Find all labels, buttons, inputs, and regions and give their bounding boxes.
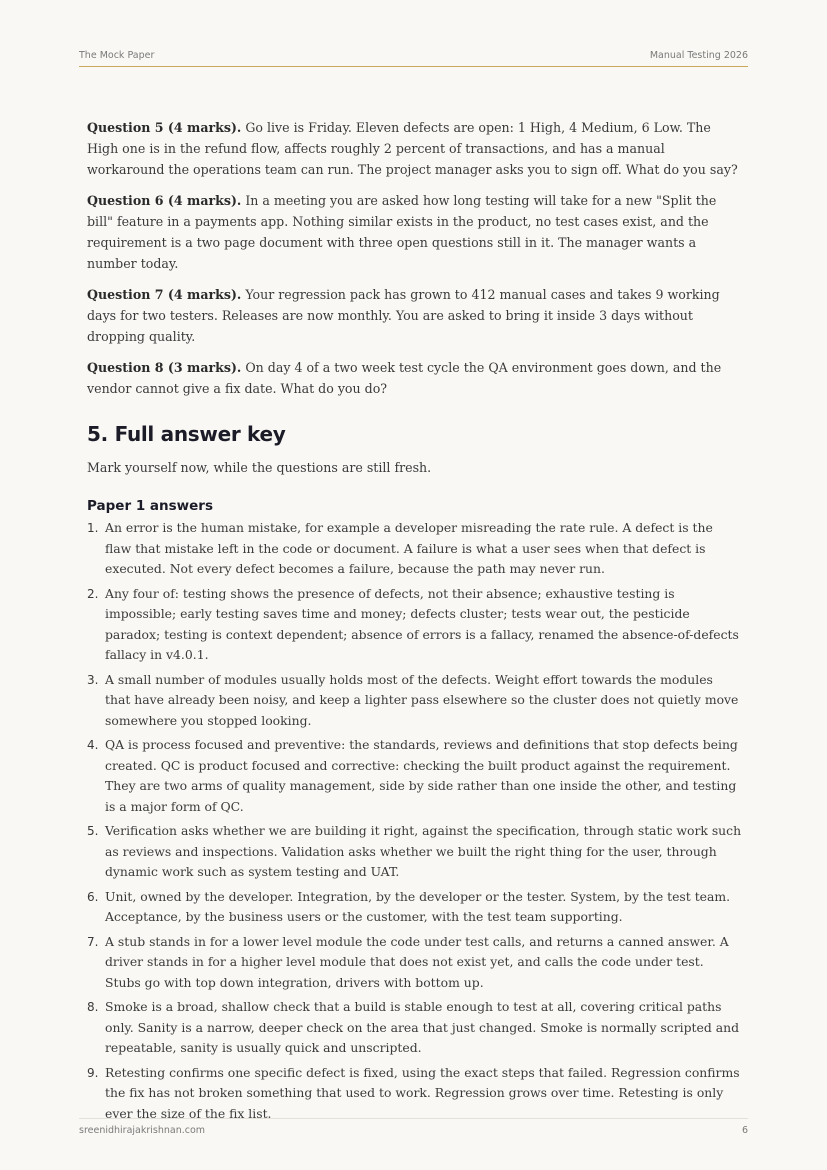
- answer-item: [87, 670, 742, 732]
- answer-text: A stub stands in for a lower level module the code under test calls, and returns a canned answer. A driver stands in for a higher level module that does not exist yet, and calls the code under test. Stubs go with top down integration, drivers with bottom up.: [105, 933, 729, 990]
- page-number: 6: [741, 1125, 748, 1136]
- page-footer: [79, 1118, 748, 1143]
- answer-number: 3.: [87, 672, 99, 687]
- header-title: The Mock Paper: [79, 50, 155, 61]
- question-text: On day 4 of a two week test cycle the QA environment goes down, and the vendor cannot give a fix date. What do you do?: [87, 360, 722, 396]
- answer-number: 5.: [87, 824, 99, 838]
- answer-text: Retesting confirms one specific defect is fixed, using the exact steps that failed. Regression confirms the fix has not broken something that used to work. Regression grows over time. Retesting is only ever the size of the fix list.: [105, 1064, 740, 1121]
- question-text: In a meeting you are asked how long testing will take for a new "Split the bill" feature in a payments app. Nothing similar exists in the product, no test cases exist, and the requirement is a two page document with three open questions still in it. The manager wants a number today.: [87, 193, 717, 271]
- answer-text: A small number of modules usually holds most of the defects. Weight effort towards the modules that have already been noisy, and keep a lighter pass elsewhere so the cluster does not quietly move somewhere you stopped looking.: [105, 671, 739, 728]
- question-5: [87, 117, 742, 180]
- question-label: Question 8 (3 marks).: [87, 360, 242, 375]
- question-label: Question 7 (4 marks).: [87, 287, 242, 302]
- answer-number: 4.: [87, 738, 99, 752]
- answer-item: [87, 821, 742, 883]
- question-8: [87, 357, 742, 399]
- subsection-heading: Paper 1 answers: [87, 498, 213, 514]
- answer-item: [87, 518, 742, 580]
- section-heading: 5. Full answer key: [87, 422, 286, 446]
- page-header: [79, 48, 748, 67]
- question-label: Question 5 (4 marks).: [87, 120, 242, 135]
- answer-number: 6.: [87, 889, 99, 904]
- answer-number: 9.: [87, 1065, 99, 1080]
- answer-list: [87, 518, 742, 1124]
- answer-text: Smoke is a broad, shallow check that a build is stable enough to test at all, covering critical paths only. Sanity is a narrow, deeper check on the area that just changed. Smoke is normally scripted and repeatable, sanity is usually quick and unscripted.: [105, 999, 740, 1055]
- answer-item: [87, 887, 742, 928]
- question-label: Question 6 (4 marks).: [87, 193, 242, 208]
- question-text: Go live is Friday. Eleven defects are open: 1 High, 4 Medium, 6 Low. The High one is in the refund flow, affects roughly 2 percent of transactions, and has a manual workaround the operations team can run. The project manager asks you to sign off. What do you say?: [87, 120, 738, 177]
- answer-number: 8.: [87, 1000, 99, 1014]
- answer-text: An error is the human mistake, for example a developer misreading the rate rule. A defect is the flaw that mistake left in the code or document. A failure is what a user sees when that defect is executed. Not every defect becomes a failure, because the path may never run.: [105, 520, 713, 576]
- answer-item: [87, 584, 742, 666]
- page-content: [87, 117, 742, 1128]
- answer-number: 7.: [87, 934, 99, 949]
- answer-text: Any four of: testing shows the presence of defects, not their absence; exhaustive testing is impossible; early testing saves time and money; defects cluster; tests wear out, the pesticide paradox; testing is context dependent; absence of errors is a fallacy, renamed the absence-of-defects fallacy in v4.0.1.: [105, 585, 739, 662]
- answer-text: Unit, owned by the developer. Integration, by the developer or the tester. System, by the test team. Acceptance, by the business users or the customer, with the test team supporting.: [105, 888, 731, 924]
- question-text: Your regression pack has grown to 412 manual cases and takes 9 working days for two testers. Releases are now monthly. You are asked to bring it inside 3 days without dropping quality.: [87, 287, 720, 344]
- answer-item: [87, 735, 742, 817]
- question-6: [87, 190, 742, 274]
- question-7: [87, 284, 742, 347]
- answer-number: 1.: [87, 521, 99, 535]
- answer-item: [87, 932, 742, 994]
- section-intro: Mark yourself now, while the questions are still fresh.: [87, 460, 432, 475]
- answer-item: [87, 997, 742, 1059]
- answer-number: 2.: [87, 586, 99, 601]
- header-subject: Manual Testing 2026: [649, 50, 748, 61]
- answer-text: Verification asks whether we are building it right, against the specification, through static work such as reviews and inspections. Validation asks whether we built the right thing for the user, through dynamic work such as system testing and UAT.: [105, 823, 742, 879]
- footer-website: sreenidhirajakrishnan.com: [79, 1125, 206, 1136]
- answer-text: QA is process focused and preventive: the standards, reviews and definitions that stop defects being created. QC is product focused and corrective: checking the built product against the requirement. They are two arms of quality management, side by side rather than one inside the other, and testing is a major form of QC.: [105, 737, 738, 814]
- answer-item: [87, 1063, 742, 1125]
